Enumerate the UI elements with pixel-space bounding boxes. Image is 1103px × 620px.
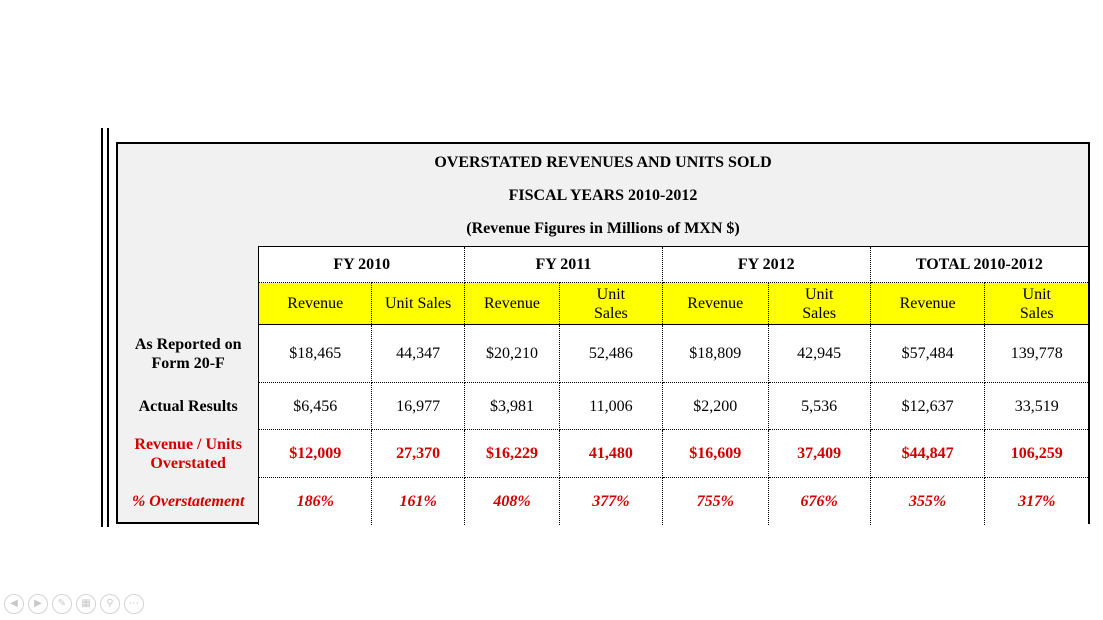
table-cell: $12,009	[259, 430, 372, 478]
subheader-revenue: Revenue	[870, 283, 985, 325]
prev-icon[interactable]: ◀	[4, 594, 24, 614]
table-cell: 41,480	[559, 430, 662, 478]
row-label-actual: Actual Results	[118, 383, 259, 430]
table-cell: 33,519	[985, 383, 1088, 430]
table-cell: 27,370	[372, 430, 465, 478]
table-subtitle: FISCAL YEARS 2010-2012	[508, 187, 698, 204]
row-label-percent: % Overstatement	[118, 478, 259, 525]
pen-icon[interactable]: ✎	[52, 594, 72, 614]
table-cell: 161%	[372, 478, 465, 525]
table-cell: 317%	[985, 478, 1088, 525]
subheader-unit-sales: Unit Sales	[559, 283, 662, 325]
table-cell: 42,945	[768, 325, 870, 383]
table-cell: $16,229	[465, 430, 560, 478]
period-header-fy2012: FY 2012	[662, 247, 870, 283]
slideshow-toolbar	[4, 594, 144, 614]
subheader-revenue: Revenue	[259, 283, 372, 325]
table-cell: $44,847	[870, 430, 985, 478]
table-cell: 755%	[662, 478, 768, 525]
table-cell: 52,486	[559, 325, 662, 383]
table-cell: $57,484	[870, 325, 985, 383]
table-cell: $16,609	[662, 430, 768, 478]
period-header-fy2010: FY 2010	[259, 247, 465, 283]
table-cell: 37,409	[768, 430, 870, 478]
table-units-note: (Revenue Figures in Millions of MXN $)	[466, 220, 740, 237]
table-cell: 5,536	[768, 383, 870, 430]
next-icon[interactable]: ▶	[28, 594, 48, 614]
more-icon[interactable]: ⋯	[124, 594, 144, 614]
subheader-revenue: Revenue	[662, 283, 768, 325]
period-header-fy2011: FY 2011	[465, 247, 663, 283]
row-label-as-reported: As Reported on Form 20-F	[118, 325, 259, 383]
period-header-total: TOTAL 2010-2012	[870, 247, 1088, 283]
table-cell: $20,210	[465, 325, 560, 383]
subheader-unit-sales: Unit Sales	[768, 283, 870, 325]
subheader-unit-sales: Unit Sales	[372, 283, 465, 325]
overstatement-table-panel	[116, 142, 1090, 524]
corner-cell	[118, 247, 259, 283]
table-cell: 186%	[259, 478, 372, 525]
subheader-unit-sales: Unit Sales	[985, 283, 1088, 325]
data-grid	[118, 246, 1088, 525]
row-label-overstated: Revenue / Units Overstated	[118, 430, 259, 478]
table-cell: 44,347	[372, 325, 465, 383]
table-cell: $6,456	[259, 383, 372, 430]
table-cell: $2,200	[662, 383, 768, 430]
left-rule-inner	[107, 128, 109, 527]
table-cell: 106,259	[985, 430, 1088, 478]
zoom-icon[interactable]: ⚲	[100, 594, 120, 614]
left-rule-outer	[101, 128, 103, 527]
table-cell: 408%	[465, 478, 560, 525]
table-cell: 355%	[870, 478, 985, 525]
table-title: OVERSTATED REVENUES AND UNITS SOLD	[434, 154, 772, 171]
table-cell: 676%	[768, 478, 870, 525]
table-cell: 11,006	[559, 383, 662, 430]
table-cell: $12,637	[870, 383, 985, 430]
subheader-revenue: Revenue	[465, 283, 560, 325]
table-cell: $3,981	[465, 383, 560, 430]
table-cell: 139,778	[985, 325, 1088, 383]
slides-icon[interactable]: ▦	[76, 594, 96, 614]
table-cell: 16,977	[372, 383, 465, 430]
table-cell: $18,465	[259, 325, 372, 383]
table-cell: $18,809	[662, 325, 768, 383]
table-cell: 377%	[559, 478, 662, 525]
blank-label-cell	[118, 283, 259, 325]
